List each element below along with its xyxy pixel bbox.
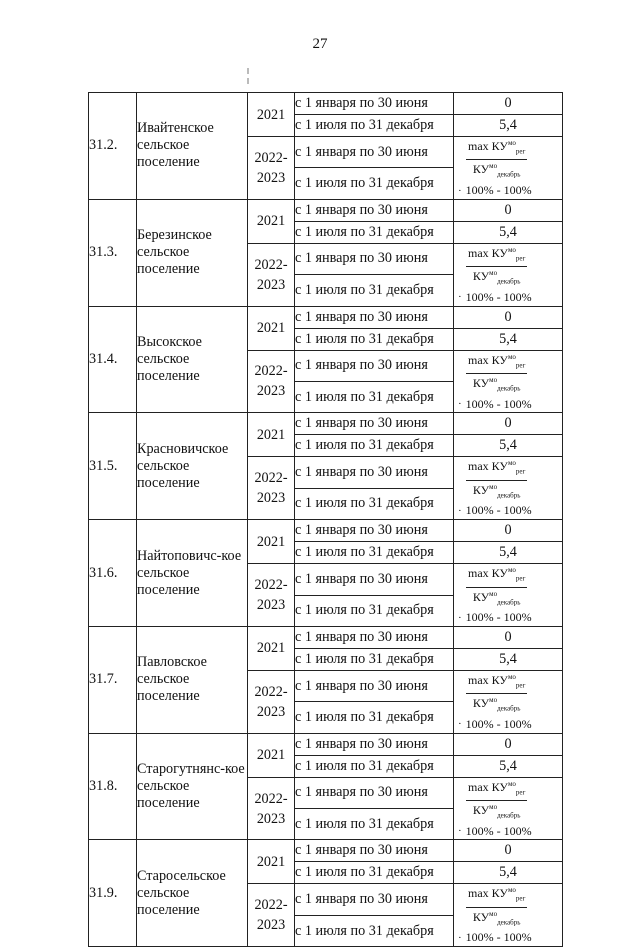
period-first-half: с 1 января по 30 июня (295, 520, 454, 542)
formula-ku-bottom: КУ (472, 375, 490, 390)
formula-ku-bottom: КУ (472, 803, 490, 818)
formula-percent: 100% - 100% (465, 823, 532, 838)
formula-percent: 100% - 100% (465, 610, 532, 625)
year-2022-2023: 2022-2023 (248, 457, 295, 520)
growth-formula (454, 884, 563, 947)
period-first-half: с 1 января по 30 июня (295, 199, 454, 221)
period-first-half: с 1 января по 30 июня (295, 137, 454, 168)
value-first-half: 0 (454, 413, 563, 435)
table-row (89, 199, 563, 221)
formula-ku-bottom: КУ (472, 269, 490, 284)
settlement-name: Березинское сельское поселение (137, 199, 248, 306)
formula-sup-top: мо (507, 886, 516, 895)
growth-formula (454, 350, 563, 413)
value-second-half: 5,4 (454, 648, 563, 670)
formula-sub-bottom: декабрь (497, 384, 521, 393)
value-first-half: 0 (454, 626, 563, 648)
growth-formula (454, 457, 563, 520)
value-first-half: 0 (454, 733, 563, 755)
formula-sub-top: рег (515, 788, 526, 797)
formula-ku: КУ (491, 459, 508, 474)
year-2021: 2021 (248, 93, 295, 137)
formula-multiply: · (458, 398, 462, 411)
formula-max: max (468, 566, 489, 581)
period-second-half: с 1 июля по 31 декабря (295, 809, 454, 840)
page-number: 27 (312, 36, 328, 52)
formula-sup-top: мо (507, 566, 516, 575)
settlement-name: Павловское сельское поселение (137, 626, 248, 733)
row-number: 31.9. (89, 840, 137, 947)
formula-sub-bottom: декабрь (497, 811, 521, 820)
formula-ku: КУ (491, 352, 508, 367)
formula-ku: КУ (491, 245, 508, 260)
table-row (89, 733, 563, 755)
period-first-half: с 1 января по 30 июня (295, 670, 454, 701)
year-2021: 2021 (248, 199, 295, 243)
row-number: 31.8. (89, 733, 137, 840)
formula-sub-top: рег (515, 467, 526, 476)
period-first-half: с 1 января по 30 июня (295, 93, 454, 115)
growth-formula (454, 670, 563, 733)
period-second-half: с 1 июля по 31 декабря (295, 435, 454, 457)
formula-sup-top: мо (507, 139, 516, 147)
formula-ku: КУ (491, 672, 508, 687)
formula-fraction (466, 564, 527, 609)
value-second-half: 5,4 (454, 328, 563, 350)
formula-percent: 100% - 100% (465, 183, 532, 198)
formula-percent: 100% - 100% (465, 716, 532, 731)
settlement-name: Найтоповичс-кое сельское поселение (137, 520, 248, 627)
settlement-name: Высокское сельское поселение (137, 306, 248, 413)
value-second-half: 5,4 (454, 115, 563, 137)
value-first-half: 0 (454, 520, 563, 542)
period-first-half: с 1 января по 30 июня (295, 884, 454, 915)
formula-fraction (466, 351, 527, 396)
growth-formula (454, 137, 563, 200)
value-first-half: 0 (454, 840, 563, 862)
formula-percent: 100% - 100% (465, 396, 532, 411)
year-2021: 2021 (248, 520, 295, 564)
period-first-half: с 1 января по 30 июня (295, 733, 454, 755)
formula-ku: КУ (491, 566, 508, 581)
year-2022-2023: 2022-2023 (248, 777, 295, 840)
row-number: 31.7. (89, 626, 137, 733)
formula-sup-bottom: мо (489, 696, 498, 705)
formula-multiply: · (458, 931, 462, 944)
settlement-name: Старогутнянс-кое сельское поселение (137, 733, 248, 840)
value-second-half: 5,4 (454, 542, 563, 564)
year-2021: 2021 (248, 413, 295, 457)
formula-sup-bottom: мо (489, 269, 498, 278)
period-second-half: с 1 июля по 31 декабря (295, 488, 454, 519)
formula-percent: 100% - 100% (465, 930, 532, 945)
formula-multiply: · (458, 611, 462, 624)
period-first-half: с 1 января по 30 июня (295, 413, 454, 435)
formula-max: max (468, 459, 489, 474)
period-first-half: с 1 января по 30 июня (295, 306, 454, 328)
formula-percent: 100% - 100% (465, 503, 532, 518)
formula-sup-bottom: мо (489, 375, 498, 384)
period-first-half: с 1 января по 30 июня (295, 840, 454, 862)
value-second-half: 5,4 (454, 755, 563, 777)
year-2022-2023: 2022-2023 (248, 564, 295, 627)
row-number: 31.5. (89, 413, 137, 520)
formula-sub-top: рег (515, 254, 526, 263)
formula-sub-top: рег (515, 574, 526, 583)
value-second-half: 5,4 (454, 435, 563, 457)
formula-sub-top: рег (515, 894, 526, 903)
year-2021: 2021 (248, 306, 295, 350)
formula-ku-bottom: КУ (472, 909, 490, 924)
table-row (89, 413, 563, 435)
formula-sup-bottom: мо (489, 803, 498, 812)
period-second-half: с 1 июля по 31 декабря (295, 755, 454, 777)
value-first-half: 0 (454, 199, 563, 221)
formula-max: max (468, 672, 489, 687)
formula-max: max (468, 245, 489, 260)
row-number: 31.2. (89, 93, 137, 200)
growth-formula (454, 243, 563, 306)
period-second-half: с 1 июля по 31 декабря (295, 115, 454, 137)
formula-fraction (466, 671, 527, 716)
settlement-name: Ивайтенское сельское поселение (137, 93, 248, 200)
value-second-half: 5,4 (454, 221, 563, 243)
period-second-half: с 1 июля по 31 декабря (295, 862, 454, 884)
formula-fraction (466, 884, 527, 929)
formula-fraction (466, 457, 527, 502)
formula-ku: КУ (491, 886, 508, 901)
formula-multiply: · (458, 184, 462, 197)
year-2022-2023: 2022-2023 (248, 350, 295, 413)
period-first-half: с 1 января по 30 июня (295, 626, 454, 648)
formula-sub-top: рег (515, 681, 526, 690)
scan-speck (247, 68, 249, 74)
table-row (89, 626, 563, 648)
row-number: 31.3. (89, 199, 137, 306)
formula-sub-bottom: декабрь (497, 491, 521, 500)
formula-sup-bottom: мо (489, 162, 498, 171)
period-second-half: с 1 июля по 31 декабря (295, 221, 454, 243)
formula-sub-bottom: декабрь (497, 597, 521, 606)
period-second-half: с 1 июля по 31 декабря (295, 275, 454, 306)
year-2021: 2021 (248, 733, 295, 777)
formula-sub-bottom: декабрь (497, 704, 521, 713)
formula-sub-bottom: декабрь (497, 170, 521, 179)
period-first-half: с 1 января по 30 июня (295, 350, 454, 381)
formula-sub-top: рег (515, 147, 526, 156)
period-second-half: с 1 июля по 31 декабря (295, 915, 454, 946)
formula-sup-top: мо (507, 672, 516, 681)
formula-max: max (468, 352, 489, 367)
formula-sup-top: мо (507, 245, 516, 254)
formula-sup-top: мо (507, 459, 516, 468)
table-row (89, 840, 563, 862)
formula-multiply: · (458, 825, 462, 838)
value-first-half: 0 (454, 306, 563, 328)
period-first-half: с 1 января по 30 июня (295, 777, 454, 808)
tariff-table (88, 92, 563, 947)
year-2022-2023: 2022-2023 (248, 137, 295, 200)
row-number: 31.6. (89, 520, 137, 627)
year-2022-2023: 2022-2023 (248, 670, 295, 733)
formula-sub-bottom: декабрь (497, 918, 521, 927)
formula-fraction (466, 137, 527, 182)
formula-multiply: · (458, 504, 462, 517)
period-second-half: с 1 июля по 31 декабря (295, 328, 454, 350)
period-second-half: с 1 июля по 31 декабря (295, 168, 454, 199)
growth-formula (454, 564, 563, 627)
formula-max: max (468, 139, 489, 153)
settlement-name: Старосельское сельское поселение (137, 840, 248, 947)
year-2022-2023: 2022-2023 (248, 243, 295, 306)
scan-speck (247, 78, 249, 84)
formula-sup-bottom: мо (489, 589, 498, 598)
value-second-half: 5,4 (454, 862, 563, 884)
period-first-half: с 1 января по 30 июня (295, 457, 454, 488)
period-second-half: с 1 июля по 31 декабря (295, 702, 454, 733)
period-second-half: с 1 июля по 31 декабря (295, 595, 454, 626)
period-first-half: с 1 января по 30 июня (295, 564, 454, 595)
formula-max: max (468, 779, 489, 794)
formula-ku: КУ (491, 139, 508, 153)
formula-ku-bottom: КУ (472, 482, 490, 497)
year-2022-2023: 2022-2023 (248, 884, 295, 947)
formula-sup-top: мо (507, 352, 516, 361)
row-number: 31.4. (89, 306, 137, 413)
formula-ku-bottom: КУ (472, 696, 490, 711)
settlement-name: Красновичское сельское поселение (137, 413, 248, 520)
year-2021: 2021 (248, 626, 295, 670)
year-2021: 2021 (248, 840, 295, 884)
formula-sub-top: рег (515, 360, 526, 369)
formula-max: max (468, 886, 489, 901)
formula-ku-bottom: КУ (472, 589, 490, 604)
formula-ku: КУ (491, 779, 508, 794)
formula-multiply: · (458, 291, 462, 304)
growth-formula (454, 777, 563, 840)
period-second-half: с 1 июля по 31 декабря (295, 542, 454, 564)
formula-ku-bottom: КУ (472, 162, 490, 177)
period-second-half: с 1 июля по 31 декабря (295, 648, 454, 670)
formula-sub-bottom: декабрь (497, 277, 521, 286)
period-second-half: с 1 июля по 31 декабря (295, 381, 454, 412)
value-first-half: 0 (454, 93, 563, 115)
formula-multiply: · (458, 718, 462, 731)
formula-sup-top: мо (507, 779, 516, 788)
table-row (89, 520, 563, 542)
formula-sup-bottom: мо (489, 909, 498, 918)
formula-fraction (466, 244, 527, 289)
table-row (89, 306, 563, 328)
formula-fraction (466, 778, 527, 823)
table-row (89, 93, 563, 115)
formula-percent: 100% - 100% (465, 289, 532, 304)
period-first-half: с 1 января по 30 июня (295, 243, 454, 274)
formula-sup-bottom: мо (489, 482, 498, 491)
